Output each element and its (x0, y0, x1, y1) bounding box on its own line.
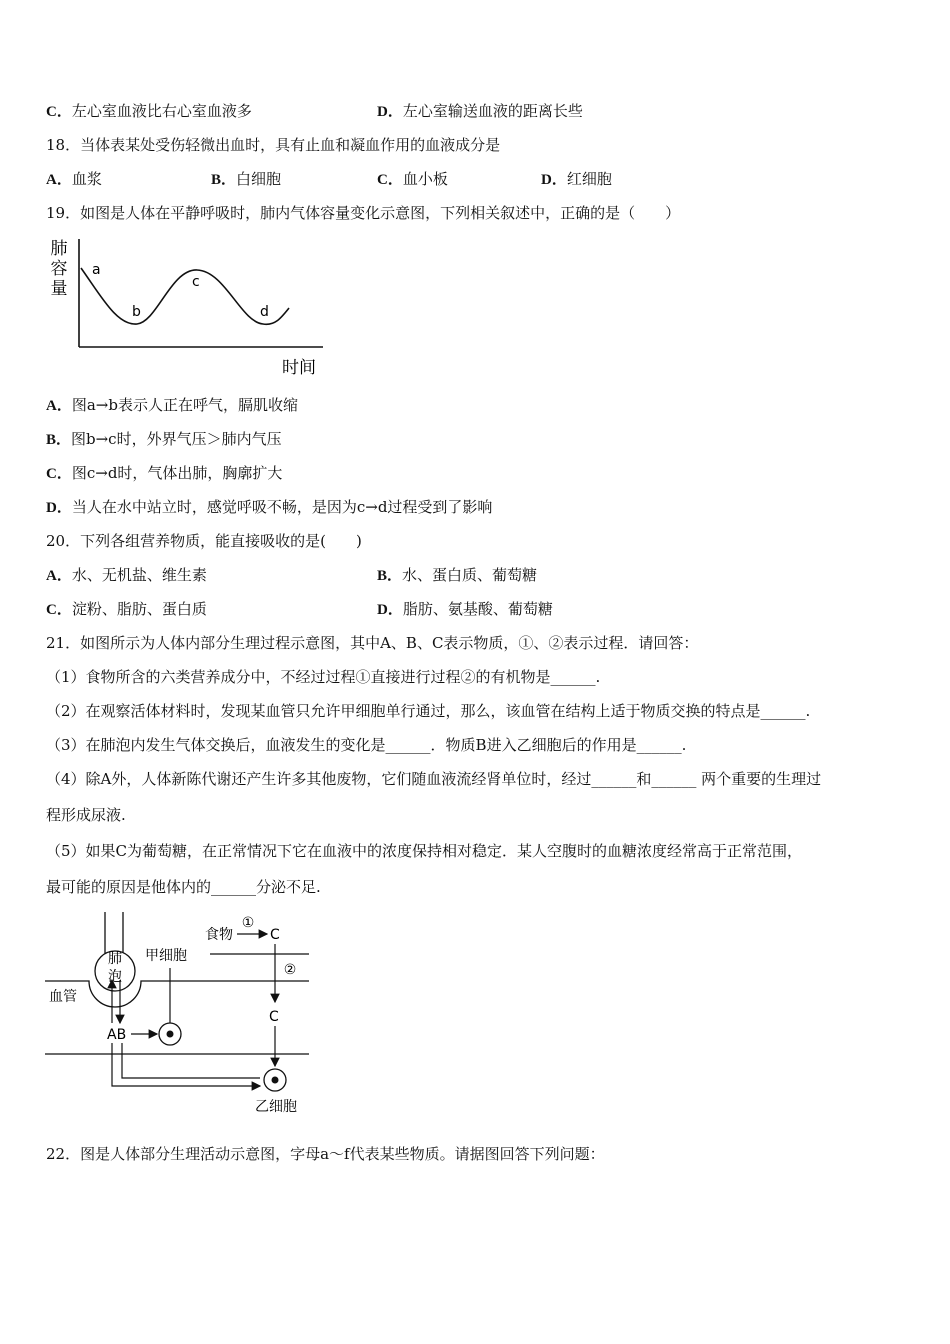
q21-part-5-line2: 最可能的原因是他体内的______分泌不足. (46, 878, 321, 896)
step2-label: ② (283, 962, 297, 978)
option-label: C． (377, 172, 403, 188)
q21-part-4-line2: 程形成尿液. (46, 806, 126, 824)
option-text: 图a→b表示人正在呼气，膈肌收缩 (71, 396, 298, 414)
option-text: 左心室血液比右心室血液多 (71, 102, 252, 120)
option-text: 白细胞 (236, 170, 282, 188)
cell-yi-nucleus (272, 1077, 279, 1084)
option-text: 图c→d时，气体出肺，胸廓扩大 (71, 464, 283, 482)
q17-option-d (377, 101, 583, 122)
option-text: 当人在水中站立时，感觉呼吸不畅，是因为c→d过程受到了影响 (71, 498, 493, 516)
q19-option-b (46, 429, 282, 450)
option-label: A． (46, 568, 72, 584)
option-label: B． (377, 568, 403, 584)
alveolus-label: 泡 (108, 969, 122, 985)
q20-option-d (377, 599, 553, 620)
vessel-wall-top (45, 981, 309, 1007)
option-label: C． (46, 104, 72, 120)
point-label-b: b (132, 304, 141, 320)
q18-option-c (377, 169, 448, 190)
c-mid-label: C (269, 1009, 279, 1025)
option-label: B． (211, 172, 237, 188)
q22-stem: 22．图是人体部分生理活动示意图，字母a～f代表某些物质。请据图回答下列问题： (46, 1145, 605, 1163)
cell-jia-label: 甲细胞 (145, 948, 187, 964)
physiology-diagram (45, 908, 315, 1120)
option-label: B． (46, 432, 72, 448)
point-label-c: c (192, 274, 200, 290)
option-label: D． (377, 104, 403, 120)
physiology-svg (45, 908, 315, 1120)
q21-part-5-line1: （5）如果C为葡萄糖，在正常情况下它在血液中的浓度保持相对稳定．某人空腹时的血糖浓度经常高于正常范围， (46, 842, 803, 860)
x-label: 时间 (282, 358, 316, 378)
point-label-d: d (260, 304, 269, 320)
c-top-label: C (270, 927, 280, 943)
q19-option-c (46, 463, 282, 484)
option-text: 水、无机盐、维生素 (71, 566, 207, 584)
option-text: 淀粉、脂肪、蛋白质 (71, 600, 207, 618)
q19-option-d (46, 497, 492, 518)
option-text: 血浆 (71, 170, 102, 188)
lung-volume-curve (81, 268, 289, 324)
q20-option-c (46, 599, 207, 620)
y-label-char: 肺 (50, 239, 68, 259)
q21-part-2: （2）在观察活体材料时，发现某血管只允许甲细胞单行通过，那么，该血管在结构上适于物质交换的特点是______. (46, 702, 811, 720)
q18-option-a (46, 169, 102, 190)
ab-label: AB (107, 1027, 127, 1043)
lung-volume-svg (45, 234, 327, 380)
option-label: A． (46, 398, 72, 414)
arrow-b-to-yi (122, 1043, 260, 1078)
lung-volume-figure (45, 234, 327, 380)
option-text: 左心室输送血液的距离长些 (402, 102, 583, 120)
option-text: 水、蛋白质、葡萄糖 (402, 566, 538, 584)
q21-stem: 21．如图所示为人体内部分生理过程示意图，其中A、B、C表示物质，①、②表示过程．请回答： (46, 634, 699, 652)
option-label: C． (46, 466, 72, 482)
vessel-label: 血管 (49, 989, 77, 1005)
q21-part-4-line1: （4）除A外，人体新陈代谢还产生许多其他废物，它们随血液流经肾单位时，经过______和______ 两个重要的生理过 (46, 770, 822, 788)
q17-option-c (46, 101, 252, 122)
q21-part-1: （1）食物所含的六类营养成分中，不经过过程①直接进行过程②的有机物是______. (46, 668, 601, 686)
cell-yi-label: 乙细胞 (255, 1099, 297, 1115)
q19-option-a (46, 395, 298, 416)
y-label-char: 容 (50, 259, 68, 279)
point-label-a: a (92, 262, 101, 278)
cell-jia-nucleus (167, 1031, 174, 1038)
q20-option-a (46, 565, 207, 586)
q18-option-b (211, 169, 281, 190)
option-label: D． (541, 172, 567, 188)
q19-stem: 19．如图是人体在平静呼吸时，肺内气体容量变化示意图，下列相关叙述中，正确的是（ ） (46, 204, 681, 222)
step1-label: ① (241, 915, 255, 931)
option-text: 红细胞 (566, 170, 612, 188)
q21-part-3: （3）在肺泡内发生气体交换后，血液发生的变化是______．物质B进入乙细胞后的作用是______. (46, 736, 687, 754)
q20-option-b (377, 565, 537, 586)
arrow-a-to-yi (112, 1043, 260, 1086)
option-label: D． (377, 602, 403, 618)
option-text: 图b→c时，外界气压＞肺内气压 (71, 430, 282, 448)
q18-option-d (541, 169, 612, 190)
option-text: 脂肪、氨基酸、葡萄糖 (402, 600, 553, 618)
option-label: C． (46, 602, 72, 618)
q20-stem: 20．下列各组营养物质，能直接吸收的是( ) (46, 532, 362, 550)
option-label: A． (46, 172, 72, 188)
option-text: 血小板 (402, 170, 448, 188)
q18-stem: 18．当体表某处受伤轻微出血时，具有止血和凝血作用的血液成分是 (46, 136, 501, 154)
option-label: D． (46, 500, 72, 516)
food-label: 食物 (205, 927, 233, 943)
alveolus-label: 肺 (108, 951, 122, 967)
y-label-char: 量 (50, 279, 68, 299)
